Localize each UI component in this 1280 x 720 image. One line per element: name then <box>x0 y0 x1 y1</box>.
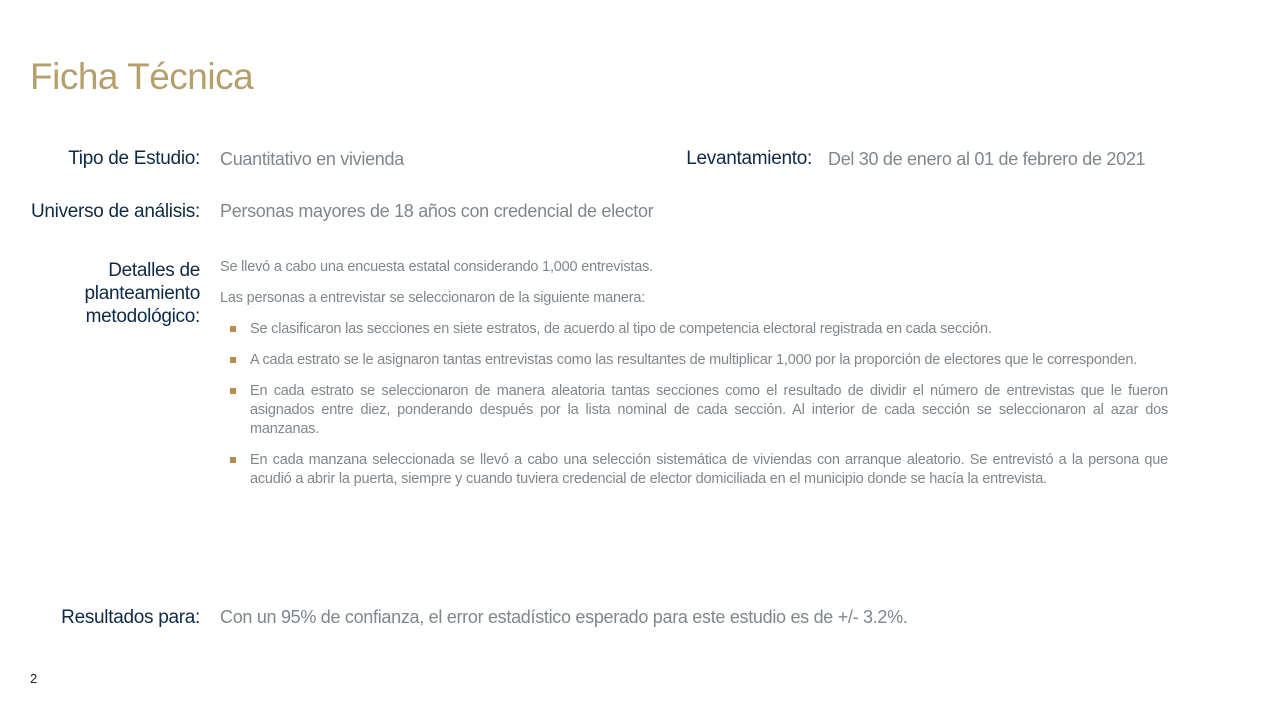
resultados-label: Resultados para: <box>61 607 200 628</box>
square-bullet-icon <box>230 457 236 463</box>
list-item-text: A cada estrato se le asignaron tantas entrevistas como las resultantes de multiplicar 1,000 por la proporción de electores que le corresponden. <box>250 352 1138 368</box>
levantamiento-label: Levantamiento: <box>686 148 812 169</box>
list-item-text: En cada manzana seleccionada se llevó a cabo una selección sistemática de viviendas con arranque aleatorio. Se entrevistó a la persona que acudió a abrir la puerta, siempre y cuando tuviera credencial de elector domiciliada en el municipio donde se hacía la entrevista. <box>250 452 1168 487</box>
list-item-text: En cada estrato se seleccionaron de manera aleatoria tantas secciones como el resultado de dividir el número de entrevistas que le fueron asignados entre diez, ponderando después por la lista nominal de cada sección. Al interior de cada sección se seleccionaron al azar dos manzanas. <box>250 383 1168 437</box>
list-item-text: Se clasificaron las secciones en siete estratos, de acuerdo al tipo de competencia electoral registrada en cada sección. <box>250 321 992 337</box>
page-number: 2 <box>30 671 38 686</box>
page-title: Ficha Técnica <box>30 56 254 97</box>
square-bullet-icon <box>230 326 236 332</box>
universo-label: Universo de análisis: <box>30 201 200 222</box>
list-item <box>220 320 1168 339</box>
detalles-subintro: Las personas a entrevistar se seleccionaron de la siguiente manera: <box>220 290 646 306</box>
square-bullet-icon <box>230 388 236 394</box>
square-bullet-icon <box>230 357 236 363</box>
universo-value: Personas mayores de 18 años con credencial de elector <box>220 201 654 221</box>
detalles-intro: Se llevó a cabo una encuesta estatal considerando 1,000 entrevistas. <box>220 259 653 275</box>
tipo-estudio-label: Tipo de Estudio: <box>68 148 200 169</box>
detalles-list <box>220 320 1168 489</box>
tipo-estudio-value: Cuantitativo en vivienda <box>220 149 404 169</box>
resultados-value: Con un 95% de confianza, el error estadístico esperado para este estudio es de +/- 3.2%. <box>220 607 908 627</box>
list-item <box>220 351 1168 370</box>
levantamiento-value: Del 30 de enero al 01 de febrero de 2021 <box>828 149 1146 169</box>
list-item <box>220 451 1168 489</box>
detalles-content <box>220 258 1168 501</box>
detalles-label: Detalles de planteamiento metodológico: <box>84 260 200 327</box>
list-item <box>220 382 1168 439</box>
